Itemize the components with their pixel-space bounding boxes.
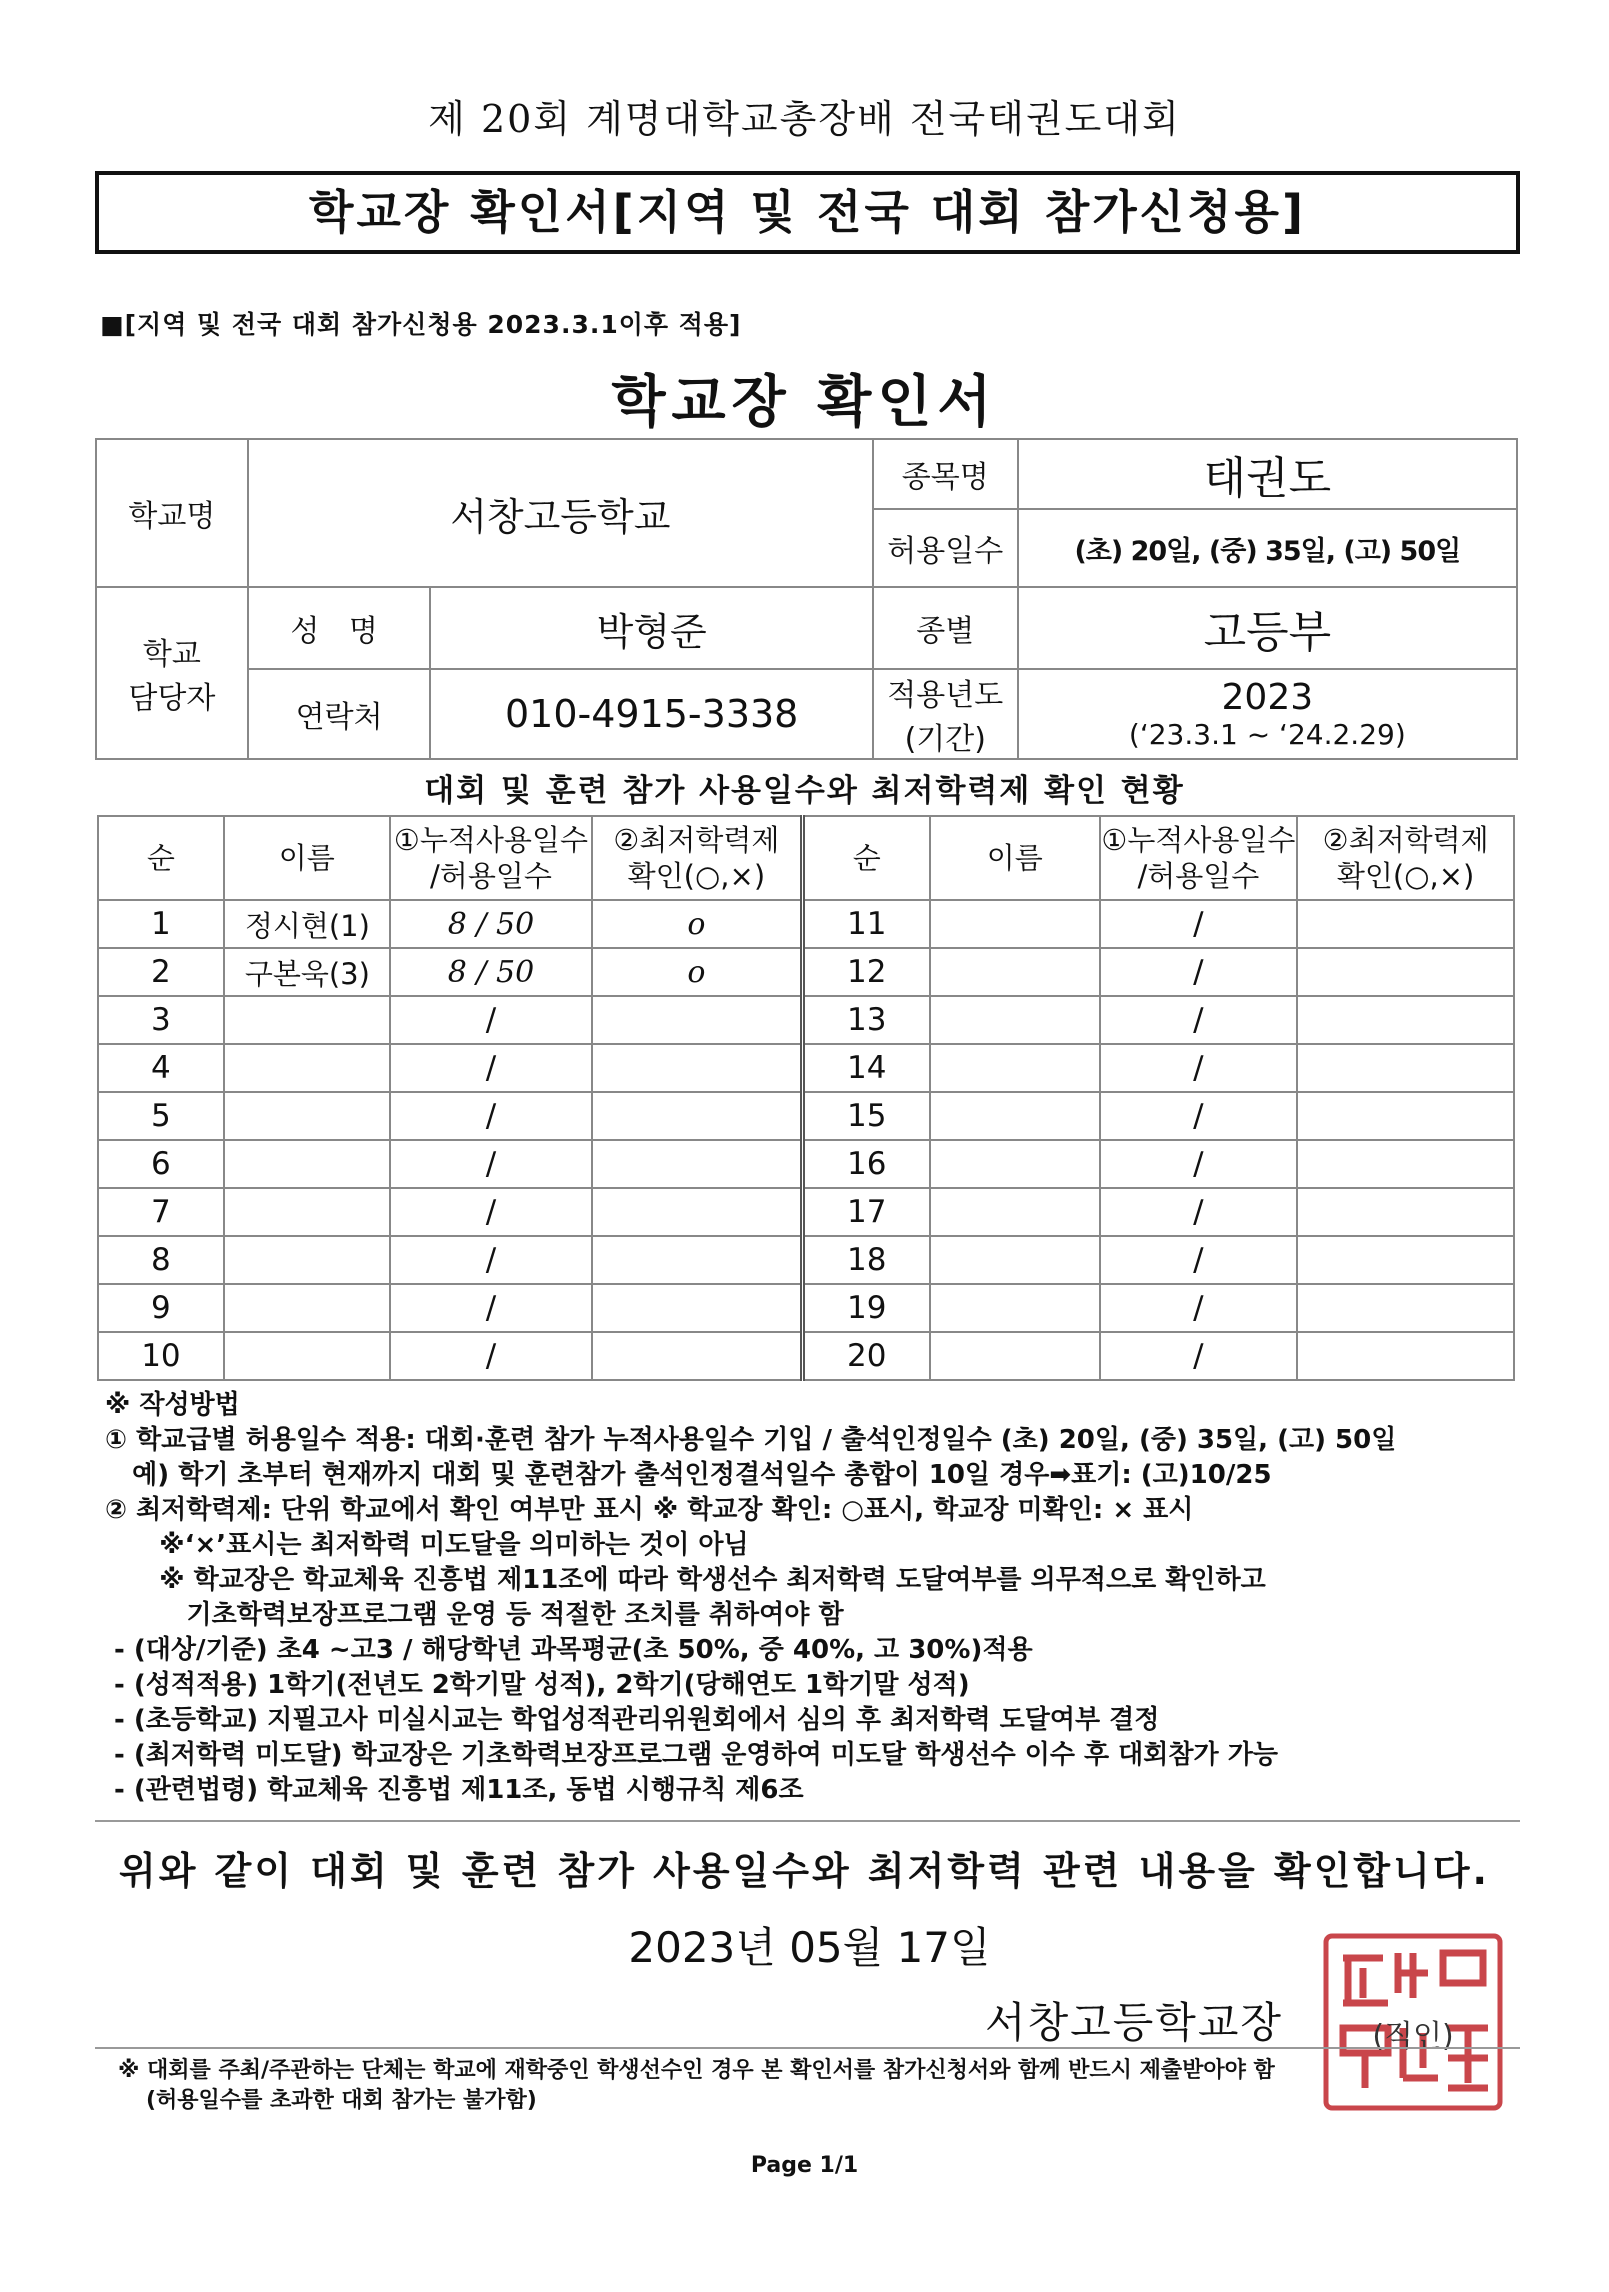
instruction-line: - (성적적용) 1학기(전년도 2학기말 성적), 2학기(당해연도 1학기말 성적) [105, 1670, 970, 1700]
row-no: 18 [802, 1236, 930, 1284]
row-days: / [1100, 1188, 1298, 1236]
row-check [1297, 900, 1514, 948]
footer-note-line2: (허용일수를 초과한 대회 참가는 불가함) [146, 2088, 537, 2113]
row-check: o [592, 948, 802, 996]
row-no: 13 [802, 996, 930, 1044]
instruction-line: ① 학교급별 허용일수 적용: 대회·훈련 참가 누적사용일수 기입 / 출석인정일수 (초) 20일, (중) 35일, (고) 50일 [105, 1425, 1397, 1455]
contact-name-value: 박형준 [430, 587, 872, 669]
row-days: / [390, 1332, 593, 1380]
phone-value: 010-4915-3338 [430, 669, 872, 759]
row-check [1297, 1044, 1514, 1092]
row-name [930, 1332, 1100, 1380]
row-days: / [390, 1284, 593, 1332]
instruction-line: ※ 학교장은 학교체육 진흥법 제11조에 따라 학생선수 최저학력 도달여부를 의무적으로 확인하고 [105, 1565, 1266, 1595]
division-value: 고등부 [1018, 587, 1517, 669]
row-days: / [1100, 1140, 1298, 1188]
event-title: 제 20회 계명대학교총장배 전국태권도대회 [428, 97, 1181, 141]
row-no: 6 [98, 1140, 224, 1188]
section-title: 대회 및 훈련 참가 사용일수와 최저학력제 확인 현황 [424, 773, 1185, 809]
row-name [930, 900, 1100, 948]
table-row [98, 1092, 1514, 1140]
row-days: / [390, 1236, 593, 1284]
row-name: 정시현(1) [224, 900, 390, 948]
page-number: Page 1/1 [750, 2153, 859, 2178]
header-days-left [390, 816, 593, 900]
row-check: o [592, 900, 802, 948]
confirmation-statement: 위와 같이 대회 및 훈련 참가 사용일수와 최저학력 관련 내용을 확인합니다. [119, 1849, 1490, 1893]
header-check-line2: 확인(○,×) [627, 859, 766, 893]
row-name [224, 1188, 390, 1236]
table-row [98, 1236, 1514, 1284]
row-no: 11 [802, 900, 930, 948]
row-name [930, 996, 1100, 1044]
instruction-line: ※‘×’표시는 최저학력 미도달을 의미하는 것이 아님 [105, 1530, 749, 1560]
row-days: / [1100, 1092, 1298, 1140]
allowed-days-label: 허용일수 [873, 509, 1018, 587]
row-name [930, 1236, 1100, 1284]
row-days: / [1100, 996, 1298, 1044]
header-no-right: 순 [802, 816, 930, 900]
row-days: / [390, 996, 593, 1044]
row-no: 5 [98, 1092, 224, 1140]
row-check [592, 1188, 802, 1236]
row-no: 8 [98, 1236, 224, 1284]
seal-stamp-label: (직인) [1372, 2019, 1454, 2054]
row-no: 17 [802, 1188, 930, 1236]
row-name [930, 1044, 1100, 1092]
header-days-line1: ①누적사용일수 [393, 823, 588, 857]
phone-label: 연락처 [248, 669, 431, 759]
row-no: 16 [802, 1140, 930, 1188]
row-no: 10 [98, 1332, 224, 1380]
info-table [95, 438, 1518, 760]
header-days-line2: /허용일수 [430, 859, 552, 893]
row-check [1297, 1188, 1514, 1236]
row-check [592, 1140, 802, 1188]
row-name [224, 1332, 390, 1380]
row-days: / [390, 1188, 593, 1236]
row-check [1297, 1332, 1514, 1380]
row-no: 9 [98, 1284, 224, 1332]
header-check-line1: ②최저학력제 [613, 823, 780, 857]
contact-group-label [96, 587, 248, 759]
row-check [592, 1092, 802, 1140]
school-name-value: 서창고등학교 [248, 439, 873, 587]
contact-group-label-line2: 담당자 [128, 681, 216, 716]
header-days-line1: ①누적사용일수 [1101, 823, 1296, 857]
document-title: 학교장 확인서[지역 및 전국 대회 참가신청용] [95, 171, 1520, 254]
row-days: / [1100, 900, 1298, 948]
row-days: / [390, 1044, 593, 1092]
divider [95, 1820, 1520, 1822]
row-no: 7 [98, 1188, 224, 1236]
instructions [105, 1388, 1525, 1808]
instructions-heading: ※ 작성방법 [105, 1390, 240, 1420]
row-days: 8 / 50 [390, 900, 593, 948]
row-days: / [390, 1092, 593, 1140]
contact-name-label: 성 명 [248, 587, 431, 669]
sport-value: 태권도 [1018, 439, 1517, 509]
year-value: 2023 [1221, 677, 1314, 718]
instruction-line: - (대상/기준) 초4 ~고3 / 해당학년 과목평균(초 50%, 중 40%, 고 30%)적용 [105, 1635, 1033, 1665]
divider [95, 2047, 1520, 2049]
row-check [592, 1284, 802, 1332]
instruction-line: ② 최저학력제: 단위 학교에서 확인 여부만 표시 ※ 학교장 확인: ○표시, 학교장 미확인: × 표시 [105, 1495, 1194, 1525]
row-no: 20 [802, 1332, 930, 1380]
row-check [1297, 1140, 1514, 1188]
row-no: 3 [98, 996, 224, 1044]
header-days-line2: /허용일수 [1137, 859, 1260, 893]
table-row [98, 1140, 1514, 1188]
row-check [592, 1332, 802, 1380]
row-name: 구본욱(3) [224, 948, 390, 996]
row-days: / [1100, 1044, 1298, 1092]
row-no: 2 [98, 948, 224, 996]
sub-title: 학교장 확인서 [611, 370, 998, 435]
year-cell [1018, 669, 1517, 759]
row-name [224, 1092, 390, 1140]
principal-signature: 서창고등학교장 [985, 1998, 1284, 2047]
row-days: / [1100, 1284, 1298, 1332]
division-label: 종별 [873, 587, 1018, 669]
instruction-line: 예) 학기 초부터 현재까지 대회 및 훈련참가 출석인정결석일수 총합이 10일 경우➡표기: (고)10/25 [105, 1460, 1272, 1490]
table-row [98, 1188, 1514, 1236]
row-check [592, 1236, 802, 1284]
table-row [98, 1044, 1514, 1092]
row-check [1297, 948, 1514, 996]
row-no: 19 [802, 1284, 930, 1332]
year-label-line1: 적용년도 [887, 678, 1004, 713]
row-no: 14 [802, 1044, 930, 1092]
instruction-line: 기초학력보장프로그램 운영 등 적절한 조치를 취하여야 함 [105, 1600, 844, 1630]
usage-table [97, 815, 1515, 1381]
year-label [873, 669, 1018, 759]
header-name-left: 이름 [224, 816, 390, 900]
row-name [930, 948, 1100, 996]
row-check [1297, 1236, 1514, 1284]
row-days: / [1100, 1332, 1298, 1380]
row-name [930, 1140, 1100, 1188]
row-no: 12 [802, 948, 930, 996]
row-no: 15 [802, 1092, 930, 1140]
table-row [98, 948, 1514, 996]
row-name [224, 1044, 390, 1092]
header-check-left [592, 816, 802, 900]
instruction-line: - (최저학력 미도달) 학교장은 기초학력보장프로그램 운영하여 미도달 학생선수 이수 후 대회참가 가능 [105, 1740, 1278, 1770]
period-value: (‘23.3.1 ~ ‘24.2.29) [1128, 718, 1406, 751]
row-days: / [390, 1140, 593, 1188]
header-check-line2: 확인(○,×) [1336, 859, 1475, 893]
instruction-line: - (초등학교) 지필고사 미실시교는 학업성적관리위원회에서 심의 후 최저학력 도달여부 결정 [105, 1705, 1160, 1735]
row-check [592, 996, 802, 1044]
row-name [930, 1092, 1100, 1140]
instruction-line: - (관련법령) 학교체육 진흥법 제11조, 동법 시행규칙 제6조 [105, 1775, 804, 1805]
row-check [592, 1044, 802, 1092]
issue-date: 2023년 05월 17일 [628, 1923, 991, 1972]
row-name [224, 1284, 390, 1332]
sport-label: 종목명 [873, 439, 1018, 509]
year-label-line2: (기간) [904, 722, 986, 757]
footer-note [118, 2056, 1518, 2116]
header-no-left: 순 [98, 816, 224, 900]
row-check [1297, 996, 1514, 1044]
row-no: 1 [98, 900, 224, 948]
allowed-days-value: (초) 20일, (중) 35일, (고) 50일 [1018, 509, 1517, 587]
table-row [98, 900, 1514, 948]
header-name-right: 이름 [930, 816, 1100, 900]
table-row [98, 1332, 1514, 1380]
usage-header-row [98, 816, 1514, 900]
row-check [1297, 1092, 1514, 1140]
header-check-line1: ②최저학력제 [1322, 823, 1489, 857]
apply-note: ■[지역 및 전국 대회 참가신청용 2023.3.1이후 적용] [100, 310, 742, 339]
header-days-right [1100, 816, 1298, 900]
contact-group-label-line1: 학교 [142, 637, 201, 672]
footer-note-line1: ※ 대회를 주최/주관하는 단체는 학교에 재학중인 학생선수인 경우 본 확인서를 참가신청서와 함께 반드시 제출받아야 함 [118, 2058, 1275, 2083]
row-check [1297, 1284, 1514, 1332]
row-name [930, 1188, 1100, 1236]
row-days: / [1100, 1236, 1298, 1284]
row-days: 8 / 50 [390, 948, 593, 996]
header-check-right [1297, 816, 1514, 900]
row-no: 4 [98, 1044, 224, 1092]
table-row [98, 1284, 1514, 1332]
row-name [224, 996, 390, 1044]
row-days: / [1100, 948, 1298, 996]
table-row [98, 996, 1514, 1044]
row-name [224, 1236, 390, 1284]
school-name-label: 학교명 [96, 439, 248, 587]
row-name [224, 1140, 390, 1188]
row-name [930, 1284, 1100, 1332]
